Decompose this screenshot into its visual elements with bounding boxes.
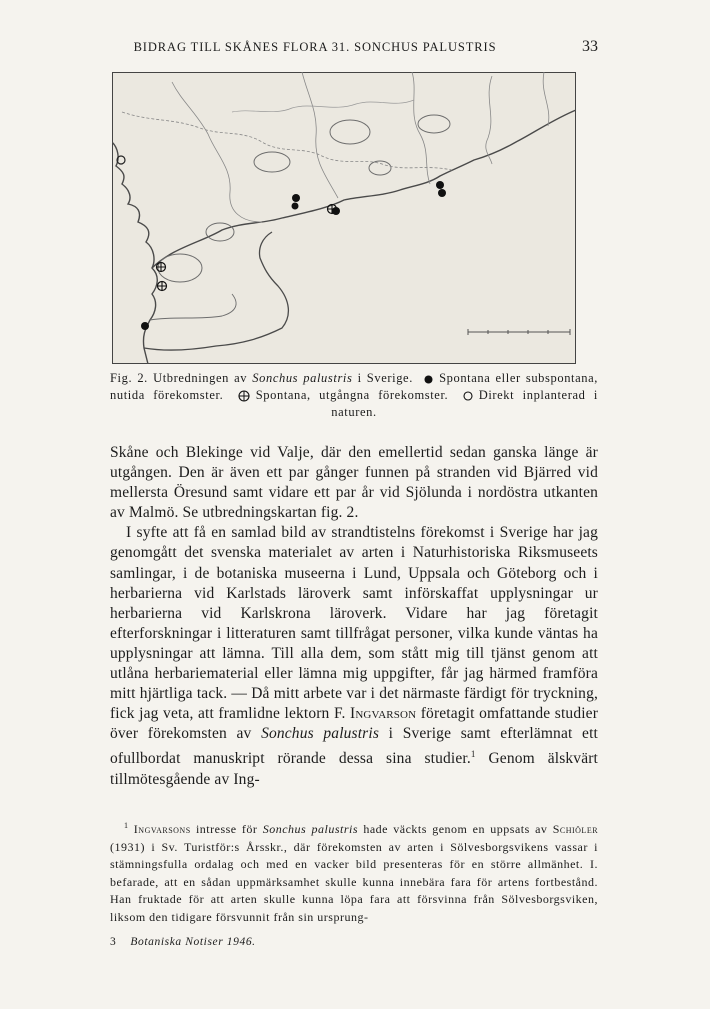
author-name: Ingvarsons (133, 822, 191, 836)
marker-filled-dot (438, 189, 446, 197)
body-text (110, 443, 598, 790)
species-name: Sonchus palustris (252, 371, 353, 385)
legend-item: Spontana, utgångna förekomster. (255, 388, 449, 402)
circled-cross-icon (238, 390, 250, 402)
marker-filled-dot (141, 322, 149, 330)
legend-item: Spontana eller subspontana, nutida förekomster. (110, 371, 598, 402)
marker-filled-dot (332, 207, 340, 215)
species-name: Sonchus palustris (261, 725, 380, 743)
page-number: 33 (582, 38, 598, 55)
footnote: $^1$ Ingvarsons intresse för Sonchus palustris hade väckts genom en uppsats av Schiöler (1931) i Sv. Turistför:s Årsskr., där förekomsten av arten i Sölvesborgsvikens vassar i stämningsfulla ordalag och med en vacker bild presenteras för en större allmänhet. I. befarade, att en sådan uppmärksamhet skulle kunna innebära fara för artens fortbestånd. Han fruktade för att arten skulle kunna löpa fara att försvinna från Sölvesborgsviken, liksom den tidigare försvunnit från sin ursprung- (110, 821, 599, 924)
marker-filled-dot (292, 203, 299, 210)
open-circle-icon (463, 391, 473, 401)
paragraph: Skåne och Blekinge vid Valje, där den emellertid sedan ganska länge är utgången. Den är även ett par gånger funnen på stranden vid Bjärred vid mellersta Öresund samt vidare ett par år vid Sjölunda i nordöstra utkanten av Malmö. Se utbredningskartan fig. 2. (110, 444, 598, 522)
marker-circled-cross (157, 263, 166, 272)
figure-label: Fig. 2. (110, 371, 148, 385)
footnote-mark: 1 (124, 821, 129, 830)
legend-item: Direkt inplanterad i naturen. (331, 388, 598, 419)
marker-circled-cross (158, 282, 167, 291)
author-name: Schiöler (552, 822, 599, 836)
species-name: Sonchus palustris (262, 822, 359, 836)
author-name: Ingvarson (350, 705, 417, 723)
marker-filled-dot (436, 181, 444, 189)
paragraph: I syfte att få en samlad bild av strandtistelns förekomst i Sverige har jag genomgått det svenska materialet av arten i Naturhistoriska Riksmuseets samlingar, i de botaniska museerna i Lund, Uppsala och Göteborg och i herbarierna vid Karlstads läroverk samt införskaffat upplysningar ur herbarierna vid Karlskrona läroverk. Vidare har jag företagit efterforskningar i litteraturen samt tillfrågat personer, vilka kunde väntas ha upplysningar att lämna. Till alla dem, som stått mig till tjänst genom att utlåna herbariematerial eller lämna mig uppgifter, får jag härmed framföra mitt hjärtliga tack. — Då mitt arbete var i det närmaste färdigt för tryckning, fick jag veta, att framlidne lektorn F. Ingvarson företagit omfattande studier över förekomsten av Sonchus palustris i Sverige samt efterlämnat ett ofullbordat manuskript rörande dessa sina studier.$^1$ Genom älskvärt tillmötesgående av Ing- (110, 524, 599, 788)
coastline (112, 142, 157, 364)
signature-mark: 3 (110, 936, 117, 948)
marker-filled-dot (292, 194, 300, 202)
page-footer (110, 936, 256, 948)
journal-name: Botaniska Notiser 1946. (130, 936, 256, 948)
running-title: BIDRAG TILL SKÅNES FLORA 31. SONCHUS PALUSTRIS (133, 40, 497, 54)
distribution-map (112, 72, 576, 364)
page-header (0, 38, 710, 58)
filled-dot-icon (424, 375, 433, 384)
figure-caption: Fig. 2. Utbredningen av Sonchus palustris i Sverige. Spontana eller subspontana, nutida förekomster. Spontana, utgångna förekomster. Direkt inplanterad i naturen. (110, 371, 598, 419)
scale-bar (468, 329, 570, 335)
footnote-ref: 1 (470, 749, 476, 760)
